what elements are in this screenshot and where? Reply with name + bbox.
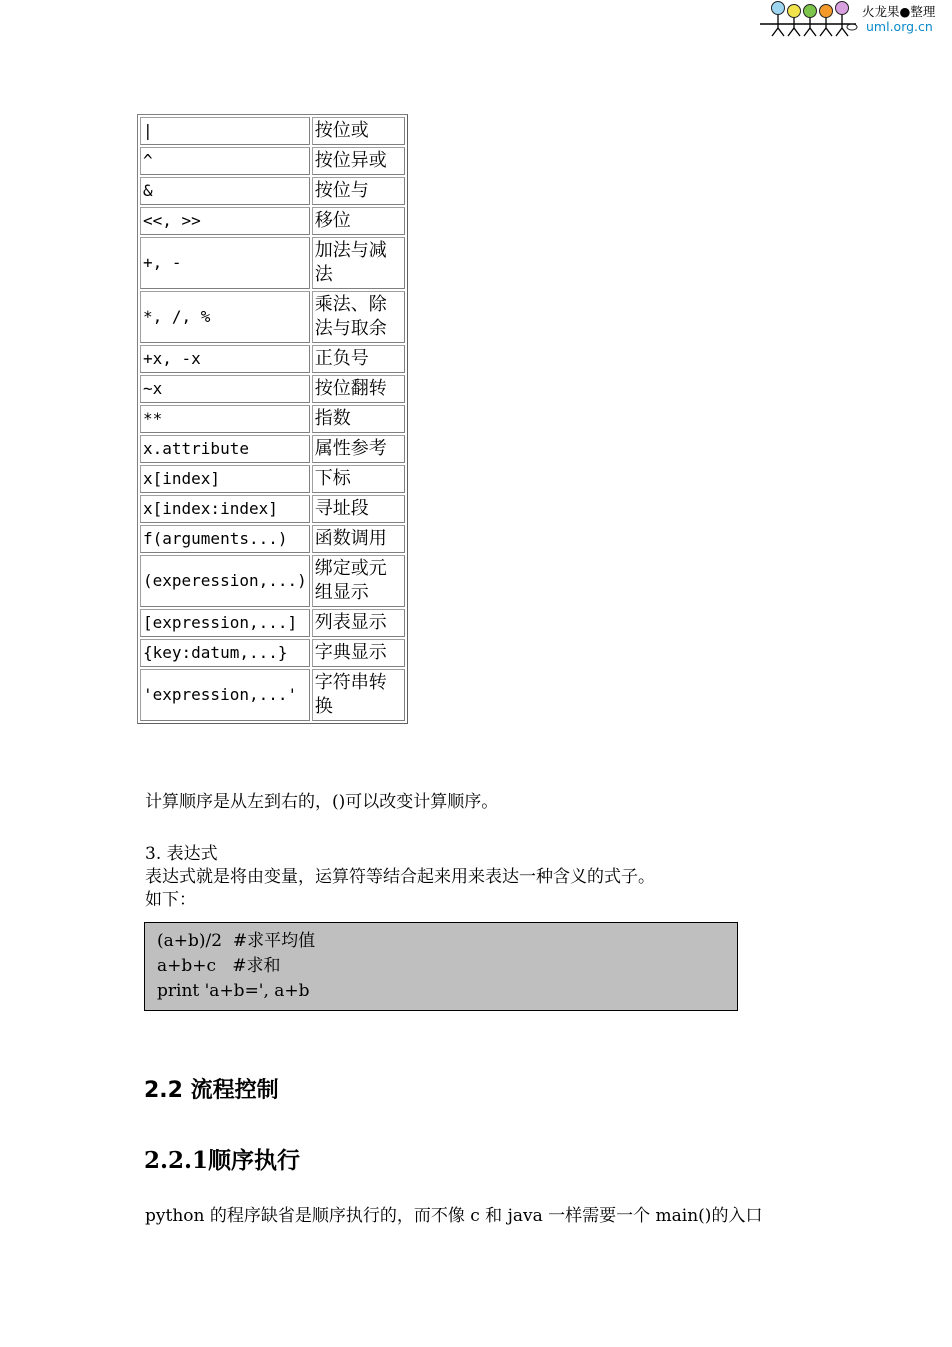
logo-url: uml.org.cn bbox=[866, 19, 933, 34]
operator-cell: | bbox=[140, 117, 310, 145]
operator-cell: (experession,...) bbox=[140, 555, 310, 607]
operator-cell: +, - bbox=[140, 237, 310, 289]
table-row bbox=[140, 465, 405, 493]
description-cell: 按位或 bbox=[312, 117, 405, 145]
operator-cell: x.attribute bbox=[140, 435, 310, 463]
code-line: a+b+c #求和 bbox=[157, 956, 281, 976]
logo-title: 火龙果●整理 bbox=[862, 4, 936, 19]
operator-cell: +x, -x bbox=[140, 345, 310, 373]
operator-cell: x[index] bbox=[140, 465, 310, 493]
table-row bbox=[140, 495, 405, 523]
code-line: print 'a+b=', a+b bbox=[157, 981, 310, 1001]
table-row bbox=[140, 405, 405, 433]
table-row bbox=[140, 435, 405, 463]
description-cell: 绑定或元组显示 bbox=[312, 555, 405, 607]
description-cell: 正负号 bbox=[312, 345, 405, 373]
code-block bbox=[144, 922, 738, 1011]
operator-cell: {key:datum,...} bbox=[140, 639, 310, 667]
table-row bbox=[140, 237, 405, 289]
section3-follow: 如下： bbox=[145, 890, 196, 910]
table-row bbox=[140, 117, 405, 145]
section3-desc: 表达式就是将由变量，运算符等结合起来用来表达一种含义的式子。 bbox=[145, 867, 655, 887]
section-heading-2-2: 2.2 流程控制 bbox=[144, 1078, 279, 1103]
description-cell: 按位翻转 bbox=[312, 375, 405, 403]
table-row bbox=[140, 669, 405, 721]
description-cell: 函数调用 bbox=[312, 525, 405, 553]
table-row bbox=[140, 207, 405, 235]
description-cell: 属性参考 bbox=[312, 435, 405, 463]
table-row bbox=[140, 639, 405, 667]
section-heading-2-2-1: 2.2.1顺序执行 bbox=[144, 1147, 301, 1174]
description-cell: 移位 bbox=[312, 207, 405, 235]
table-row bbox=[140, 177, 405, 205]
table-row bbox=[140, 555, 405, 607]
operator-cell: *, /, % bbox=[140, 291, 310, 343]
description-cell: 指数 bbox=[312, 405, 405, 433]
operators-table bbox=[137, 114, 408, 724]
description-cell: 按位与 bbox=[312, 177, 405, 205]
operator-cell: & bbox=[140, 177, 310, 205]
description-cell: 加法与减法 bbox=[312, 237, 405, 289]
operator-cell: f(arguments...) bbox=[140, 525, 310, 553]
description-cell: 字符串转换 bbox=[312, 669, 405, 721]
description-cell: 寻址段 bbox=[312, 495, 405, 523]
description-cell: 列表显示 bbox=[312, 609, 405, 637]
section3-title: 3. 表达式 bbox=[145, 844, 218, 864]
operator-cell: ^ bbox=[140, 147, 310, 175]
operator-cell: <<, >> bbox=[140, 207, 310, 235]
table-row bbox=[140, 609, 405, 637]
last-paragraph: python 的程序缺省是顺序执行的，而不像 c 和 java 一样需要一个 main()的入口 bbox=[145, 1206, 763, 1226]
operators-table-body bbox=[140, 117, 405, 721]
operator-cell: ~x bbox=[140, 375, 310, 403]
table-row bbox=[140, 375, 405, 403]
order-note: 计算顺序是从左到右的，()可以改变计算顺序。 bbox=[145, 792, 499, 812]
table-row bbox=[140, 147, 405, 175]
operator-cell: [expression,...] bbox=[140, 609, 310, 637]
operator-cell: 'expression,...' bbox=[140, 669, 310, 721]
table-row bbox=[140, 525, 405, 553]
description-cell: 乘法、除法与取余 bbox=[312, 291, 405, 343]
code-line: (a+b)/2 #求平均值 bbox=[157, 931, 316, 951]
description-cell: 字典显示 bbox=[312, 639, 405, 667]
table-row bbox=[140, 345, 405, 373]
operator-cell: ** bbox=[140, 405, 310, 433]
description-cell: 下标 bbox=[312, 465, 405, 493]
table-row bbox=[140, 291, 405, 343]
description-cell: 按位异或 bbox=[312, 147, 405, 175]
operator-cell: x[index:index] bbox=[140, 495, 310, 523]
